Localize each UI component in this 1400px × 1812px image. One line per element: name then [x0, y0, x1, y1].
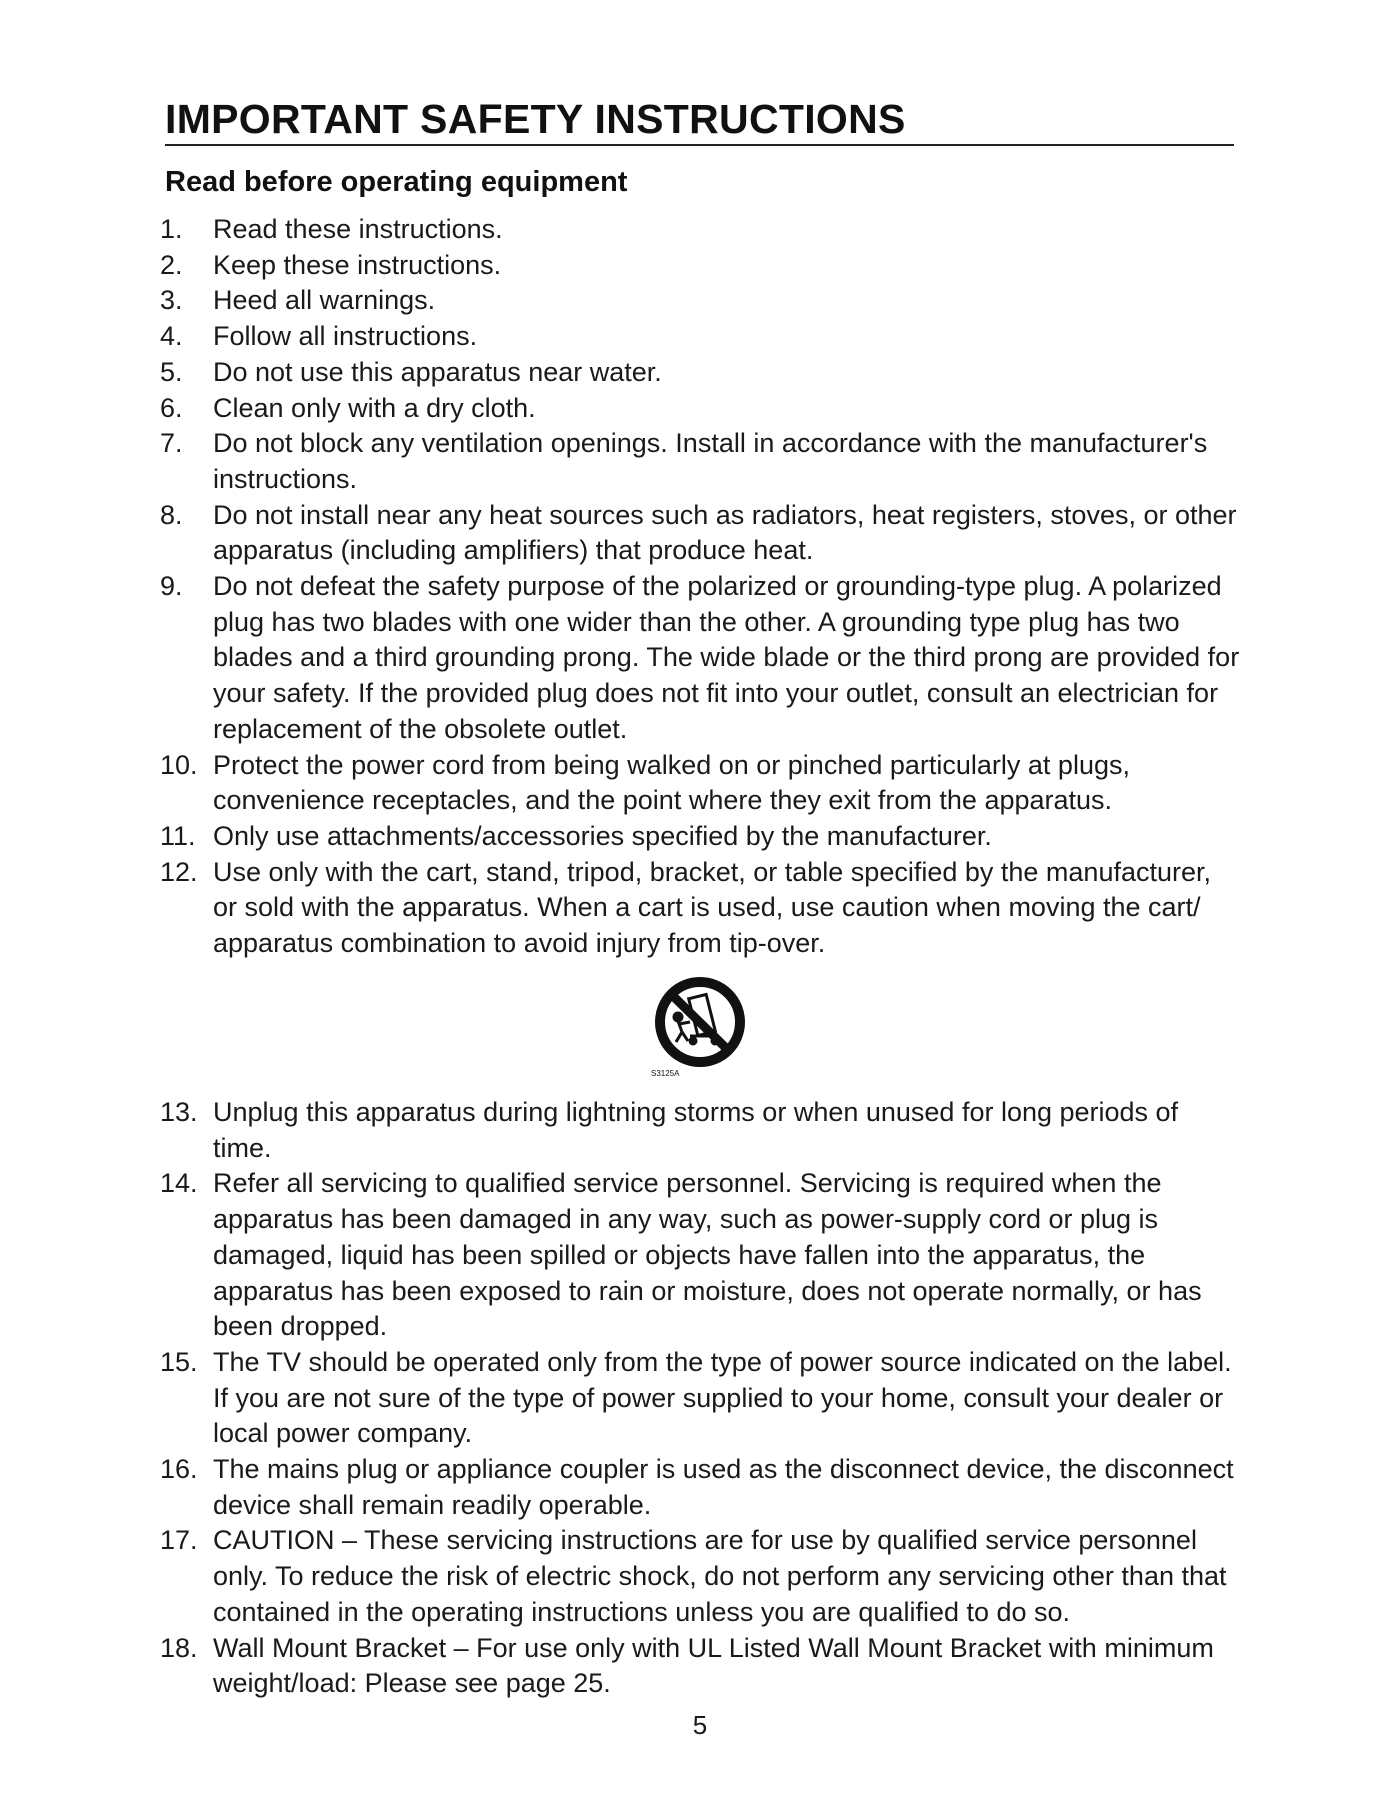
page-number: 5: [692, 1710, 708, 1740]
list-item: [160, 1166, 1240, 1345]
list-item: [160, 391, 1240, 427]
item-text: Do not use this apparatus near water.: [213, 356, 662, 387]
item-text: Do not install near any heat sources such as radiators, heat registers, stoves, or other apparatus (including amplifiers) that produce heat.: [213, 499, 1237, 566]
list-item: [160, 248, 1240, 284]
item-number: 6.: [160, 392, 183, 423]
item-number: 4.: [160, 321, 183, 352]
item-text: The TV should be operated only from the type of power source indicated on the label. If you are not sure of the type of power supplied to your home, consult your dealer or local power company.: [213, 1346, 1232, 1449]
item-number: 3.: [160, 285, 183, 316]
item-text: The mains plug or appliance coupler is used as the disconnect device, the disconnect device shall remain readily operable.: [213, 1454, 1234, 1520]
list-item: [160, 1345, 1240, 1452]
page-title: IMPORTANT SAFETY INSTRUCTIONS: [165, 96, 906, 142]
item-number: 15.: [160, 1346, 198, 1377]
instruction-list-part-2: [160, 1095, 1240, 1702]
item-number: 13.: [160, 1097, 198, 1127]
item-text: Wall Mount Bracket – For use only with UL Listed Wall Mount Bracket with minimum weight/load: Please see page 25.: [213, 1632, 1214, 1699]
item-text: Heed all warnings.: [213, 285, 436, 316]
list-item: [160, 283, 1240, 319]
section-subtitle: Read before operating equipment: [165, 166, 628, 198]
item-number: 10.: [160, 749, 198, 780]
list-item: [160, 1523, 1240, 1630]
item-number: 8.: [160, 499, 183, 530]
list-item: [160, 1095, 1240, 1166]
item-number: 2.: [160, 249, 183, 280]
list-item: [160, 355, 1240, 391]
list-item: [160, 569, 1240, 748]
list-item: [160, 855, 1240, 962]
instruction-list-part-1: [160, 212, 1240, 962]
symbol-code: S3125A: [651, 1069, 680, 1078]
item-number: 5.: [160, 356, 183, 387]
item-text: Do not defeat the safety purpose of the polarized or grounding-type plug. A polarized plug has two blades with one wider than the other. A grounding type plug has two blades and a third grounding prong. The wide blade or the third prong are provided for your safety. If the provided plug does not fit into your outlet, consult an electrician for replacement of the obsolete outlet.: [213, 571, 1240, 744]
item-text: Clean only with a dry cloth.: [213, 392, 536, 423]
list-item: [160, 212, 1240, 248]
item-text: Follow all instructions.: [213, 321, 478, 352]
list-item: [160, 319, 1240, 355]
list-item: [160, 1631, 1240, 1702]
item-text: Do not block any ventilation openings. Install in accordance with the manufacturer's instructions.: [213, 428, 1208, 494]
list-item: [160, 498, 1240, 569]
item-text: Refer all servicing to qualified service personnel. Servicing is required when the apparatus has been damaged in any way, such as power-supply cord or plug is damaged, liquid has been spilled or objects have fallen into the apparatus, the apparatus has been exposed to rain or moisture, does not operate normally, or has been dropped.: [213, 1168, 1202, 1342]
item-text: Keep these instructions.: [213, 249, 502, 280]
cart-tip-over-warning-icon: [645, 972, 755, 1082]
item-number: 17.: [160, 1525, 198, 1556]
title-underline: [165, 144, 1234, 146]
item-number: 11.: [160, 820, 196, 851]
item-text: Protect the power cord from being walked on or pinched particularly at plugs, convenience receptacles, and the point where they exit from the apparatus.: [213, 749, 1130, 816]
item-text: Read these instructions.: [213, 214, 503, 244]
item-number: 9.: [160, 571, 183, 602]
item-text: Unplug this apparatus during lightning storms or when unused for long periods of time.: [213, 1097, 1179, 1163]
item-number: 12.: [160, 856, 198, 887]
item-text: CAUTION – These servicing instructions are for use by qualified service personnel only. To reduce the risk of electric shock, do not perform any servicing other than that contained in the operating instructions unless you are qualified to do so.: [213, 1525, 1227, 1627]
list-item: [160, 748, 1240, 819]
list-item: [160, 1452, 1240, 1523]
item-text: Only use attachments/accessories specified by the manufacturer.: [213, 820, 992, 851]
item-number: 16.: [160, 1454, 198, 1485]
item-number: 18.: [160, 1632, 198, 1663]
list-item: [160, 819, 1240, 855]
item-number: 1.: [160, 214, 183, 244]
item-number: 14.: [160, 1168, 198, 1199]
item-text: Use only with the cart, stand, tripod, bracket, or table specified by the manufacturer, or sold with the apparatus. When a cart is used, use caution when moving the cart/ apparatus combination to avoid injury from tip-over.: [213, 856, 1212, 959]
item-number: 7.: [160, 428, 183, 459]
list-item: [160, 426, 1240, 497]
